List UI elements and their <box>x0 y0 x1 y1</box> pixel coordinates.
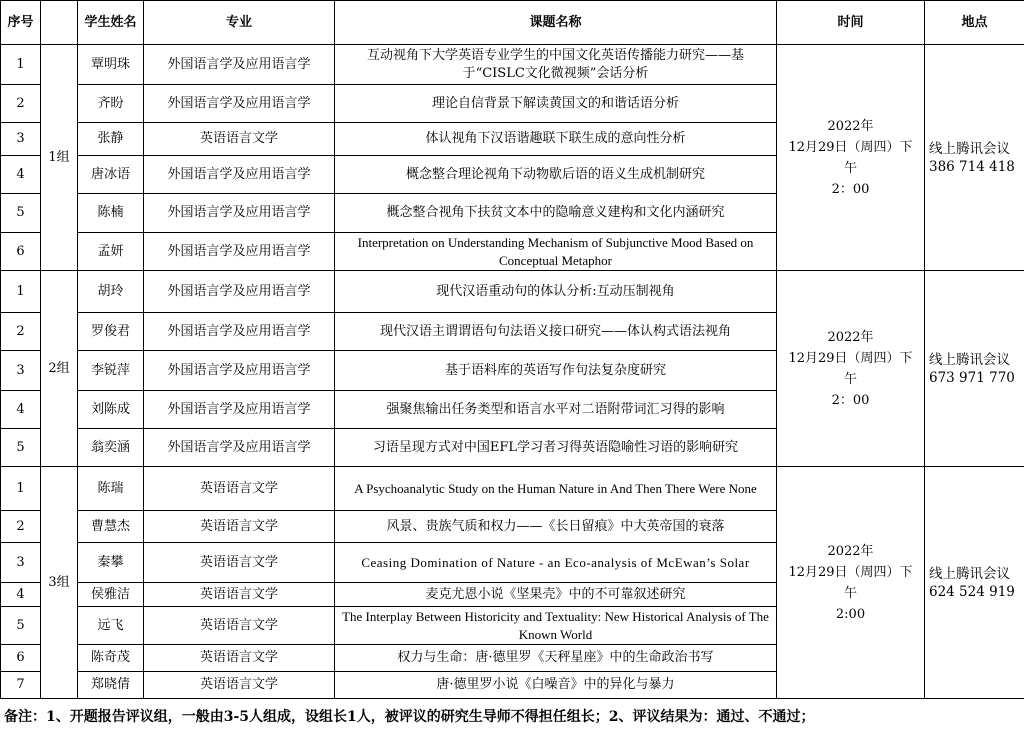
group-cell: 2组 <box>41 271 78 467</box>
location-platform: 线上腾讯会议 <box>929 565 1010 582</box>
table-row <box>1 271 1024 313</box>
topic-cell: 体认视角下汉语谐趣联下联生成的意向性分析 <box>335 123 777 156</box>
seq-cell: 6 <box>1 645 41 672</box>
time-date: 12月29日（周四）下 <box>788 139 913 155</box>
student-cell: 郑晓倩 <box>78 672 144 699</box>
meeting-id: 386 714 418 <box>929 158 1015 175</box>
seq-cell: 5 <box>1 194 41 233</box>
seq-cell: 4 <box>1 391 41 429</box>
location-cell <box>925 467 1024 699</box>
seq-cell: 3 <box>1 123 41 156</box>
header-student: 学生姓名 <box>78 1 144 45</box>
header-major: 专业 <box>144 1 335 45</box>
topic-cell: 基于语料库的英语写作句法复杂度研究 <box>335 351 777 391</box>
time-noon: 午 <box>843 160 857 176</box>
seq-cell: 4 <box>1 156 41 194</box>
time-year: 2022年 <box>827 543 874 559</box>
student-cell: 覃明珠 <box>78 45 144 85</box>
topic-cell: 概念整合理论视角下动物歇后语的语义生成机制研究 <box>335 156 777 194</box>
student-cell: 唐冰语 <box>78 156 144 194</box>
major-cell: 英语语言文学 <box>144 645 335 672</box>
header-location: 地点 <box>925 1 1024 45</box>
major-cell: 外国语言学及应用语言学 <box>144 351 335 391</box>
location-cell <box>925 45 1024 271</box>
topic-cell: 现代汉语主谓谓语句句法语义接口研究——体认构式语法视角 <box>335 313 777 351</box>
topic-cell: Interpretation on Understanding Mechanism of Subjunctive Mood Based on Conceptual Metaphor <box>335 233 777 271</box>
time-cell <box>777 45 925 271</box>
seq-cell: 4 <box>1 583 41 607</box>
seq-cell: 2 <box>1 511 41 543</box>
topic-cell: Ceasing Domination of Nature - an Eco-analysis of McEwan’s Solar <box>335 543 777 583</box>
seq-cell: 5 <box>1 429 41 467</box>
topic-cell: 麦克尤恩小说《坚果壳》中的不可靠叙述研究 <box>335 583 777 607</box>
seq-cell: 2 <box>1 313 41 351</box>
meeting-id: 673 971 770 <box>929 369 1015 386</box>
student-cell: 陈奇茂 <box>78 645 144 672</box>
major-cell: 外国语言学及应用语言学 <box>144 271 335 313</box>
topic-cell: 概念整合视角下扶贫文本中的隐喻意义建构和文化内涵研究 <box>335 194 777 233</box>
time-year: 2022年 <box>827 118 874 134</box>
table-row <box>1 467 1024 511</box>
topic-cell: 风景、贵族气质和权力——《长日留痕》中大英帝国的衰落 <box>335 511 777 543</box>
location-platform: 线上腾讯会议 <box>929 351 1010 368</box>
student-cell: 罗俊君 <box>78 313 144 351</box>
student-cell: 孟妍 <box>78 233 144 271</box>
student-cell: 翁奕涵 <box>78 429 144 467</box>
header-time: 时间 <box>777 1 925 45</box>
seq-cell: 3 <box>1 351 41 391</box>
time-clock: 2:00 <box>835 606 866 622</box>
table-row <box>1 45 1024 85</box>
student-cell: 曹慧杰 <box>78 511 144 543</box>
time-date: 12月29日（周四）下 <box>788 564 913 580</box>
major-cell: 外国语言学及应用语言学 <box>144 156 335 194</box>
major-cell: 英语语言文学 <box>144 467 335 511</box>
major-cell: 英语语言文学 <box>144 583 335 607</box>
header-group <box>41 1 78 45</box>
seq-cell: 6 <box>1 233 41 271</box>
seq-cell: 1 <box>1 271 41 313</box>
student-cell: 胡玲 <box>78 271 144 313</box>
time-year: 2022年 <box>827 329 874 345</box>
major-cell: 英语语言文学 <box>144 543 335 583</box>
location-cell <box>925 271 1024 467</box>
major-cell: 外国语言学及应用语言学 <box>144 429 335 467</box>
topic-cell: 权力与生命：唐·德里罗《天秤星座》中的生命政治书写 <box>335 645 777 672</box>
major-cell: 外国语言学及应用语言学 <box>144 85 335 123</box>
major-cell: 英语语言文学 <box>144 607 335 645</box>
seq-cell: 1 <box>1 467 41 511</box>
meeting-id: 624 524 919 <box>929 583 1015 600</box>
header-row <box>1 1 1024 45</box>
location-platform: 线上腾讯会议 <box>929 140 1010 157</box>
seq-cell: 3 <box>1 543 41 583</box>
major-cell: 外国语言学及应用语言学 <box>144 391 335 429</box>
topic-cell: 强聚焦输出任务类型和语言水平对二语附带词汇习得的影响 <box>335 391 777 429</box>
group-cell: 1组 <box>41 45 78 271</box>
major-cell: 英语语言文学 <box>144 672 335 699</box>
topic-cell: 唐·德里罗小说《白噪音》中的异化与暴力 <box>335 672 777 699</box>
time-clock: 2：00 <box>831 392 870 408</box>
time-noon: 午 <box>843 371 857 387</box>
major-cell: 英语语言文学 <box>144 123 335 156</box>
student-cell: 侯雅洁 <box>78 583 144 607</box>
topic-cell: 现代汉语重动句的体认分析:互动压制视角 <box>335 271 777 313</box>
student-cell: 远飞 <box>78 607 144 645</box>
header-topic: 课题名称 <box>335 1 777 45</box>
time-cell <box>777 467 925 699</box>
header-seq: 序号 <box>1 1 41 45</box>
seq-cell: 1 <box>1 45 41 85</box>
major-cell: 外国语言学及应用语言学 <box>144 45 335 85</box>
footnote: 备注：1、开题报告评议组，一般由3-5人组成，设组长1人，被评议的研究生导师不得担任组长；2、评议结果为：通过、不通过； <box>4 709 815 725</box>
major-cell: 外国语言学及应用语言学 <box>144 194 335 233</box>
student-cell: 秦攀 <box>78 543 144 583</box>
student-cell: 刘陈成 <box>78 391 144 429</box>
time-noon: 午 <box>843 585 857 601</box>
topic-cell: A Psychoanalytic Study on the Human Nature in And Then There Were None <box>335 467 777 511</box>
topic-cell: 习语呈现方式对中国EFL学习者习得英语隐喻性习语的影响研究 <box>335 429 777 467</box>
time-cell <box>777 271 925 467</box>
time-clock: 2：00 <box>831 181 870 197</box>
topic-cell: The Interplay Between Historicity and Textuality: New Historical Analysis of The Known World <box>335 607 777 645</box>
major-cell: 外国语言学及应用语言学 <box>144 233 335 271</box>
major-cell: 英语语言文学 <box>144 511 335 543</box>
student-cell: 陈瑞 <box>78 467 144 511</box>
major-cell: 外国语言学及应用语言学 <box>144 313 335 351</box>
seq-cell: 7 <box>1 672 41 699</box>
student-cell: 张静 <box>78 123 144 156</box>
topic-cell: 理论自信背景下解读黄国文的和谐话语分析 <box>335 85 777 123</box>
seq-cell: 2 <box>1 85 41 123</box>
student-cell: 齐盼 <box>78 85 144 123</box>
student-cell: 陈楠 <box>78 194 144 233</box>
student-cell: 李锐萍 <box>78 351 144 391</box>
seq-cell: 5 <box>1 607 41 645</box>
topic-cell: 互动视角下大学英语专业学生的中国文化英语传播能力研究——基于“CISLC文化微视频”会话分析 <box>335 45 777 85</box>
time-date: 12月29日（周四）下 <box>788 350 913 366</box>
group-cell: 3组 <box>41 467 78 699</box>
